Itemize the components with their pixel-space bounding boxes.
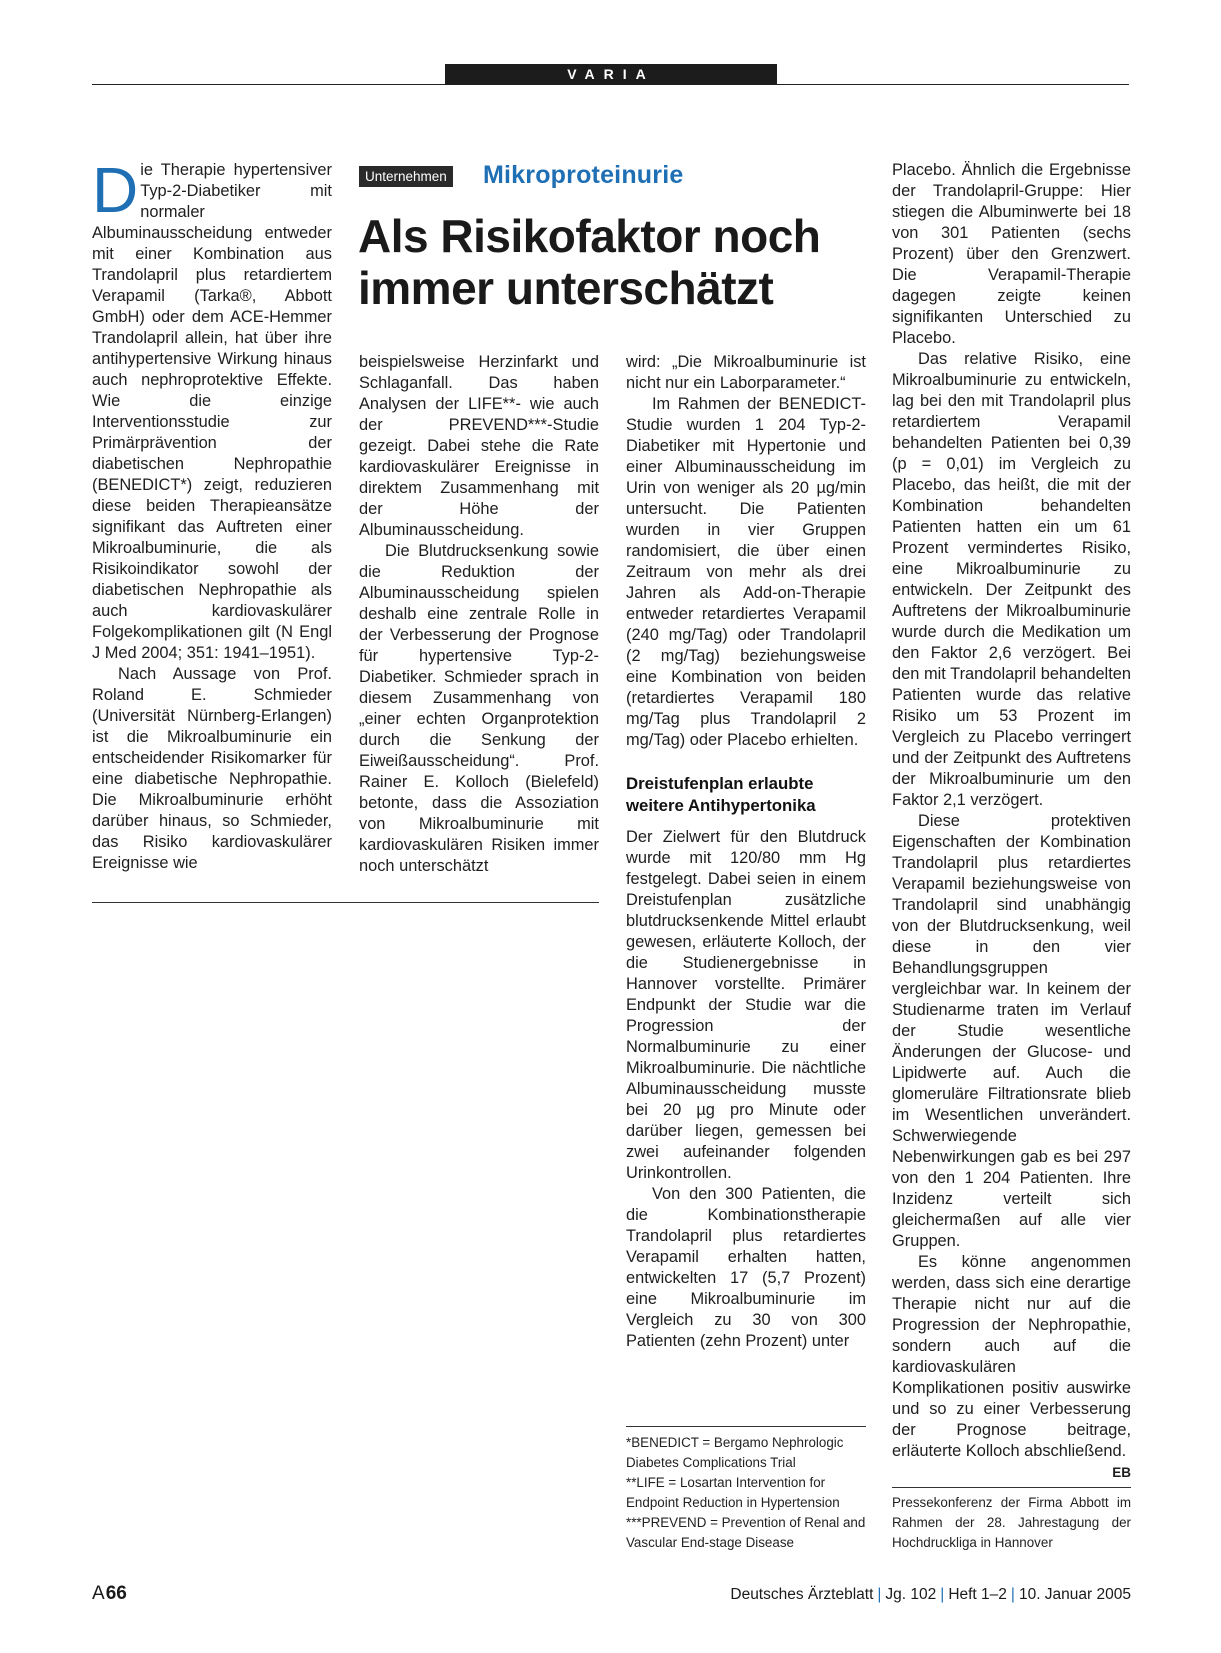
paragraph: Das relative Risiko, eine Mikroalbuminurie zu entwickeln, lag bei den mit Trandolapril plus retardiertem Verapamil behandelten Patienten bei 0,39 (p = 0,01) im Vergleich zu Placebo, das heißt, die mit der Kombination behandelten Patienten hatten ein um 61 Prozent vermindertes Risiko, eine Mikroalbuminurie zu entwickeln. Der Zeitpunkt des Auftretens der Mikroalbuminurie wurde durch die Medikation um den Faktor 2,6 verzögert. Bei den mit Trandolapril behandelten Patienten wurde das relative Risiko um 53 Prozent im Vergleich zu Placebo verringert und der Zeitpunkt des Auftretens der Mikroalbuminurie um den Faktor 2,1 verzögert. [892,350,1131,809]
source-note: Pressekonferenz der Firma Abbott im Rahmen der 28. Jahrestagung der Hochdruckliga in Hannover [892,1495,1131,1550]
paragraph [92,154,332,664]
paragraph: Nach Aussage von Prof. Roland E. Schmieder (Universität Nürnberg-Erlangen) ist die Mikroalbuminurie ein entscheidender Risikomarker für eine diabetische Nephropathie. Die Mikroalbuminurie erhöht darüber hinaus, so Schmieder, das Risiko kardiovaskulärer Ereignisse wie [92,665,332,872]
paragraph: Placebo. Ähnlich die Ergebnisse der Trandolapril-Gruppe: Hier stiegen die Albuminwerte bei 18 von 301 Patienten (sechs Prozent) über den Grenzwert. Die Verapamil-Therapie dagegen zeigte keinen signifikanten Unterschied zu Placebo. [892,161,1131,347]
separator: | [940,1586,945,1603]
source-rule [892,1487,1131,1488]
separator: | [1010,1586,1015,1603]
section-banner: VARIA [445,64,777,85]
category-tag: Unternehmen [359,166,453,187]
journal-date: 10. Januar 2005 [1018,1586,1131,1603]
separator: | [877,1586,882,1603]
footnote: **LIFE = Losartan Intervention for Endpoint Reduction in Hypertension [626,1475,840,1510]
column-divider-rule [92,902,599,903]
journal-name: Deutsches Ärzteblatt [730,1586,874,1603]
article-kicker: Mikroproteinurie [483,161,684,189]
footnotes [626,1433,866,1553]
paragraph: Von den 300 Patienten, die die Kombinationstherapie Trandolapril plus retardiertes Verapamil erhalten hatten, entwickelten 17 (5,7 Prozent) eine Mikroalbuminurie im Vergleich zu 30 von 300 Patienten (zehn Prozent) unter [626,1185,866,1350]
paragraph: beispielsweise Herzinfarkt und Schlaganfall. Das haben Analysen der LIFE**- wie auch der PREVEND***-Studie gezeigt. Dabei stehe die Rate kardiovaskulärer Ereignisse in direktem Zusammenhang mit der Höhe der Albuminausscheidung. [359,353,599,539]
journal-volume: Jg. 102 [885,1586,937,1603]
paragraph: Diese protektiven Eigenschaften der Kombination Trandolapril plus retardiertes Verapamil beziehungsweise von Trandolapril sind unabhängig von der Blutdrucksenkung, weil diese in den vier Behandlungsgruppen vergleichbar war. In keinem der Studienarme traten im Verlauf der Studie wesentliche Änderungen der Glucose- und Lipidwerte auf. Auch die glomeruläre Filtrationsrate blieb im Wesentlichen unverändert. Schwerwiegende Nebenwirkungen gab es bei 297 von den 1 204 Patienten. Ihre Inzidenz verteilt sich gleichermaßen auf alle vier Gruppen. [892,812,1131,1250]
paragraph [892,1252,1131,1480]
paragraph: wird: „Die Mikroalbuminurie ist nicht nur ein Laborparameter.“ [626,353,866,392]
text-column-1 [92,154,332,874]
text-column-3 [626,352,866,1352]
journal-footer [730,1584,1131,1606]
paragraph: Die Blutdrucksenkung sowie die Reduktion der Albuminausscheidung spielen deshalb eine zentrale Rolle in der Verbesserung der Prognose für hypertensive Typ-2-Diabetiker. Schmieder sprach in diesem Zusammenhang von „einer echten Organprotektion durch die Senkung der Eiweißausscheidung“. Prof. Rainer E. Kolloch (Bielefeld) betonte, dass die Assoziation von Mikroalbuminurie mit kardiovaskulären Risiken immer noch unterschätzt [359,542,599,875]
page-prefix: A [92,1583,105,1604]
text-column-2 [359,352,599,877]
page-number-value: 66 [105,1583,127,1604]
footnote-rule [626,1426,866,1427]
page-number [92,1582,127,1606]
author-signature: EB [1112,1465,1131,1480]
subheading: Dreistufenplan erlaubte weitere Antihypertonika [626,774,816,815]
footnote: ***PREVEND = Prevention of Renal and Vascular End-stage Disease [626,1515,866,1550]
drop-cap: D [92,154,139,226]
paragraph-text: Es könne angenommen werden, dass sich eine derartige Therapie nicht nur auf die Progression der Nephropathie, sondern auch auf die kardiovaskulären Komplikationen positiv auswirke und so zu einer Verbesserung der Prognose beitrage, erläuterte Kolloch abschließend. [892,1253,1131,1460]
journal-issue: Heft 1–2 [948,1586,1007,1603]
footnote: *BENEDICT = Bergamo Nephrologic Diabetes Complications Trial [626,1435,844,1470]
paragraph: Im Rahmen der BENEDICT-Studie wurden 1 204 Typ-2-Diabetiker mit Hypertonie und einer Albuminausscheidung im Urin von weniger als 20 µg/min untersucht. Die Patienten wurden in vier Gruppen randomisiert, die über einen Zeitraum von mehr als drei Jahren als Add-on-Therapie entweder retardiertes Verapamil (240 mg/Tag) oder Trandolapril (2 mg/Tag) beziehungsweise eine Kombination von beiden (retardiertes Verapamil 180 mg/Tag plus Trandolapril 2 mg/Tag) oder Placebo erhielten. [626,395,866,749]
text-column-4 [892,160,1131,1483]
paragraph: Der Zielwert für den Blutdruck wurde mit 120/80 mm Hg festgelegt. Dabei seien in einem Dreistufenplan zusätzliche blutdrucksenkende Mittel erlaubt gewesen, erläuterte Kolloch, der die Studienergebnisse in Hannover vorstellte. Primärer Endpunkt der Studie war die Progression der Normalbuminurie zu einer Mikroalbuminurie. Die nächtliche Albuminausscheidung musste bei 20 µg pro Minute oder darüber liegen, gemessen bei zwei aufeinander folgenden Urinkontrollen. [626,828,866,1182]
article-headline: Als Risikofaktor noch immer unterschätzt [358,210,821,314]
paragraph-text: ie Therapie hypertensiver Typ-2-Diabetiker mit normaler Albuminausscheidung entweder mit einer Kombination aus Trandolapril plus retardiertem Verapamil (Tarka®, Abbott GmbH) oder dem ACE-Hemmer Trandolapril allein, hat über ihre antihypertensive Wirkung hinaus auch nephroprotektive Effekte. Wie die einzige Interventionsstudie zur Primärprävention der diabetischen Nephropathie (BENEDICT*) zeigt, reduzieren diese beiden Therapieansätze signifikant das Auftreten einer Mikroalbuminurie, die als Risikoindikator sowohl der diabetischen Nephropathie als auch kardiovaskulärer Folgekomplikationen gilt (N Engl J Med 2004; 351: 1941–1951). [92,161,332,662]
